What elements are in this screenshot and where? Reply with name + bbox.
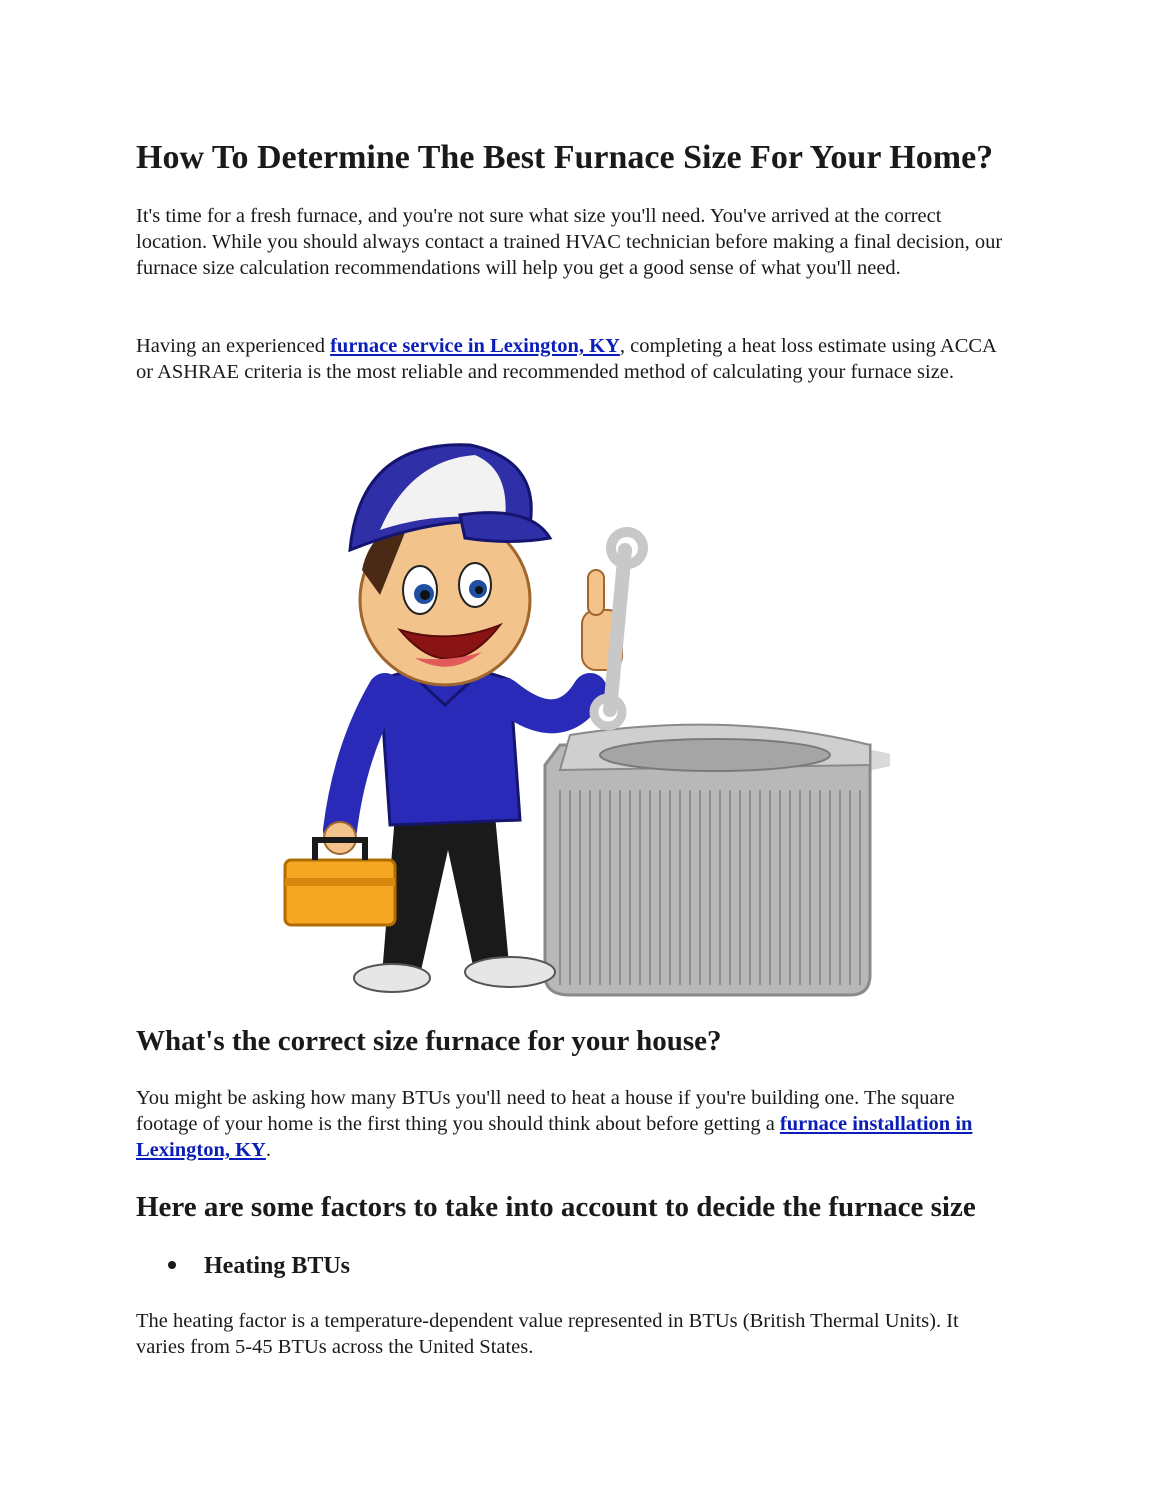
- heat-loss-text-before: Having an experienced: [136, 335, 331, 357]
- hvac-technician-illustration: [270, 420, 890, 1010]
- section-heading-factors: Here are some factors to take into account to decide the furnace size: [136, 1191, 976, 1223]
- furnace-service-link[interactable]: furnace service in Lexington, KY: [330, 335, 620, 357]
- square-footage-text-before: You might be asking how many BTUs you'll need to heat a house if you're building one. The square footage of your home is the first thing you should think about before getting a: [136, 1087, 955, 1135]
- square-footage-paragraph: [136, 1085, 1006, 1163]
- section-heading-correct-size: What's the correct size furnace for your house?: [136, 1025, 722, 1057]
- bullet-label: Heating BTUs: [204, 1253, 351, 1279]
- square-footage-text-after: .: [265, 1139, 271, 1161]
- ac-unit-icon: [545, 725, 890, 995]
- bullet-item-heating-btus: [168, 1250, 350, 1282]
- heat-loss-paragraph: [136, 333, 1006, 385]
- page-title: How To Determine The Best Furnace Size For Your Home?: [136, 139, 994, 176]
- heat-loss-text-after: , completing a heat loss estimate using ACCA or ASHRAE criteria is the most reliable and recommended method of calculating your furnace size.: [136, 335, 996, 383]
- heating-factor-paragraph: The heating factor is a temperature-dependent value represented in BTUs (British Thermal Units). It varies from 5-45 BTUs across the United States.: [136, 1310, 959, 1358]
- bullet-dot-icon: [168, 1261, 176, 1269]
- intro-paragraph: It's time for a fresh furnace, and you're not sure what size you'll need. You've arrived at the correct location. While you should always contact a trained HVAC technician before making a final decision, our furnace size calculation recommendations will help you get a good sense of what you'll need.: [136, 205, 1003, 279]
- furnace-installation-link[interactable]: furnace installation in Lexington, KY: [136, 1113, 973, 1161]
